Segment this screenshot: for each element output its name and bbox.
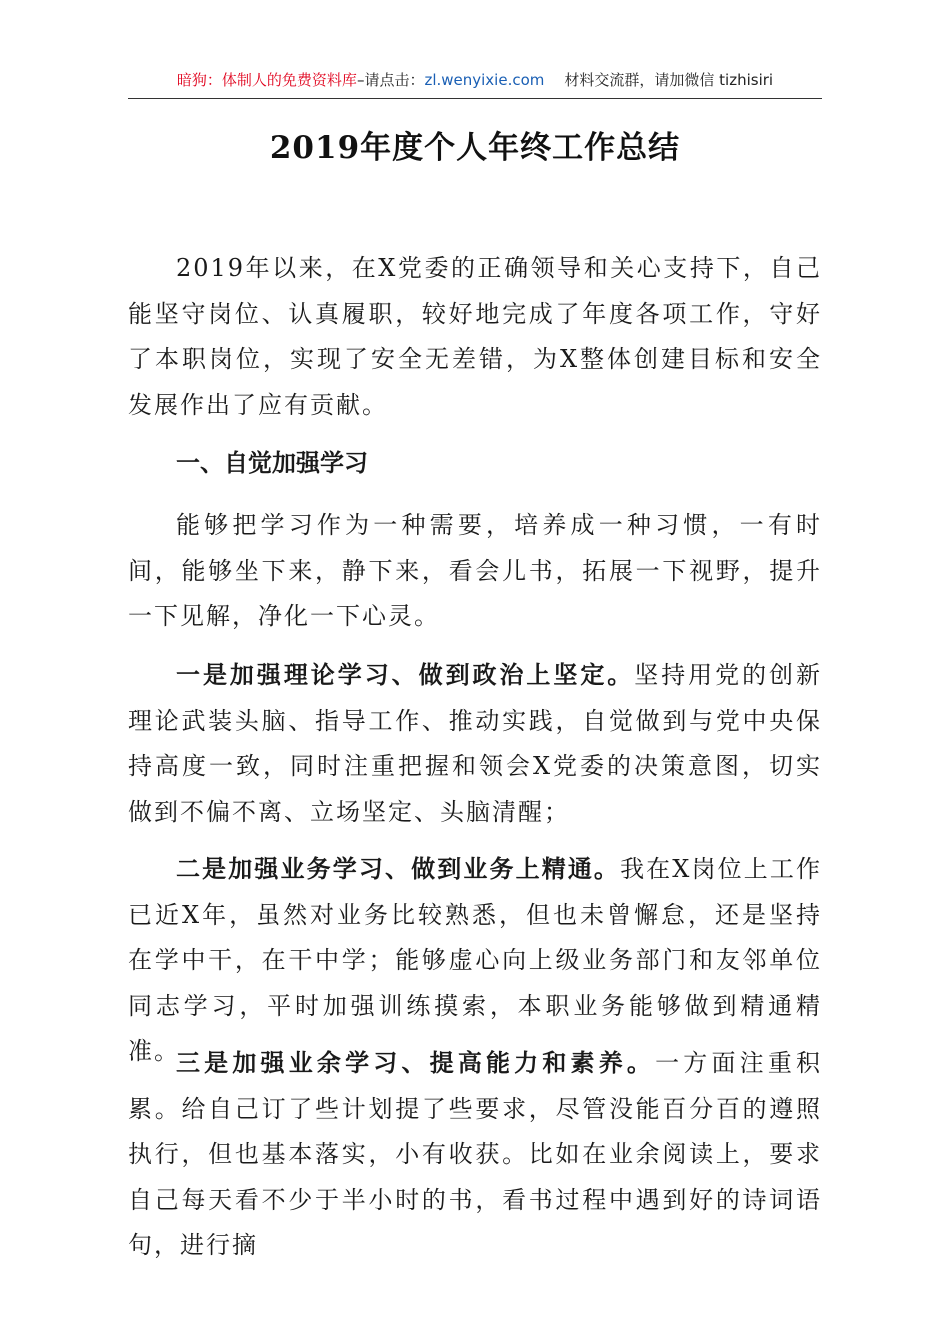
header-site-name: 暗狗：体制人的免费资料库 [176,71,357,89]
point3-body: 一方面注重积累。给自己订了些计划提了些要求，尽管没能百分百的遵照执行，但也基本落实，小有收获。比如在业余阅读上，要求自己每天看不少于半小时的书，看书过程中遇到好的诗词语句，进行摘 [128,1049,823,1259]
point1-lead: 一是加强理论学习、做到政治上坚定。 [176,660,635,689]
intro-paragraph: 2019年以来，在X党委的正确领导和关心支持下，自己能坚守岗位、认真履职，较好地完成了年度各项工作，守好了本职岗位，实现了安全无差错，为X整体创建目标和安全发展作出了应有贡献。 [128,254,822,419]
header-link[interactable]: zl.wenyixie.com [424,71,545,89]
section1-paragraph-block [128,503,822,640]
point1-body: 坚持用党的创新理论武装头脑、指导工作、推动实践，自觉做到与党中央保持高度一致，同时注重把握和领会X党委的决策意图，切实做到不偏不离、立场坚定、头脑清醒； [128,661,823,826]
point2-lead: 二是加强业务学习、做到业务上精通。 [176,854,621,883]
document-title: 2019年度个人年终工作总结 [269,130,681,166]
section1-heading: 一、自觉加强学习 [176,449,368,477]
point1-paragraph [128,652,822,835]
header-wechat-note: 材料交流群，请加微信 tizhisiri [564,71,774,89]
intro-paragraph-block [128,246,822,428]
point3-lead: 三是加强业余学习、提高能力和素养。 [176,1048,656,1077]
section1-paragraph: 能够把学习作为一种需要，培养成一种习惯，一有时间，能够坐下来，静下来，看会儿书，拓展一下视野，提升一下见解，净化一下心灵。 [128,511,822,630]
page-header [128,62,822,99]
point3-paragraph [128,1040,822,1269]
point3-block [128,1040,822,1269]
point2-body: 我在X岗位上工作已近X年，虽然对业务比较熟悉，但也未曾懈怠，还是坚持在学中干，在干中学；能够虚心向上级业务部门和友邻单位同志学习，平时加强训练摸索，本职业务能够做到精通精准。 [128,855,822,1065]
point1-block [128,652,822,835]
header-click-hint: –请点击： [356,71,425,89]
